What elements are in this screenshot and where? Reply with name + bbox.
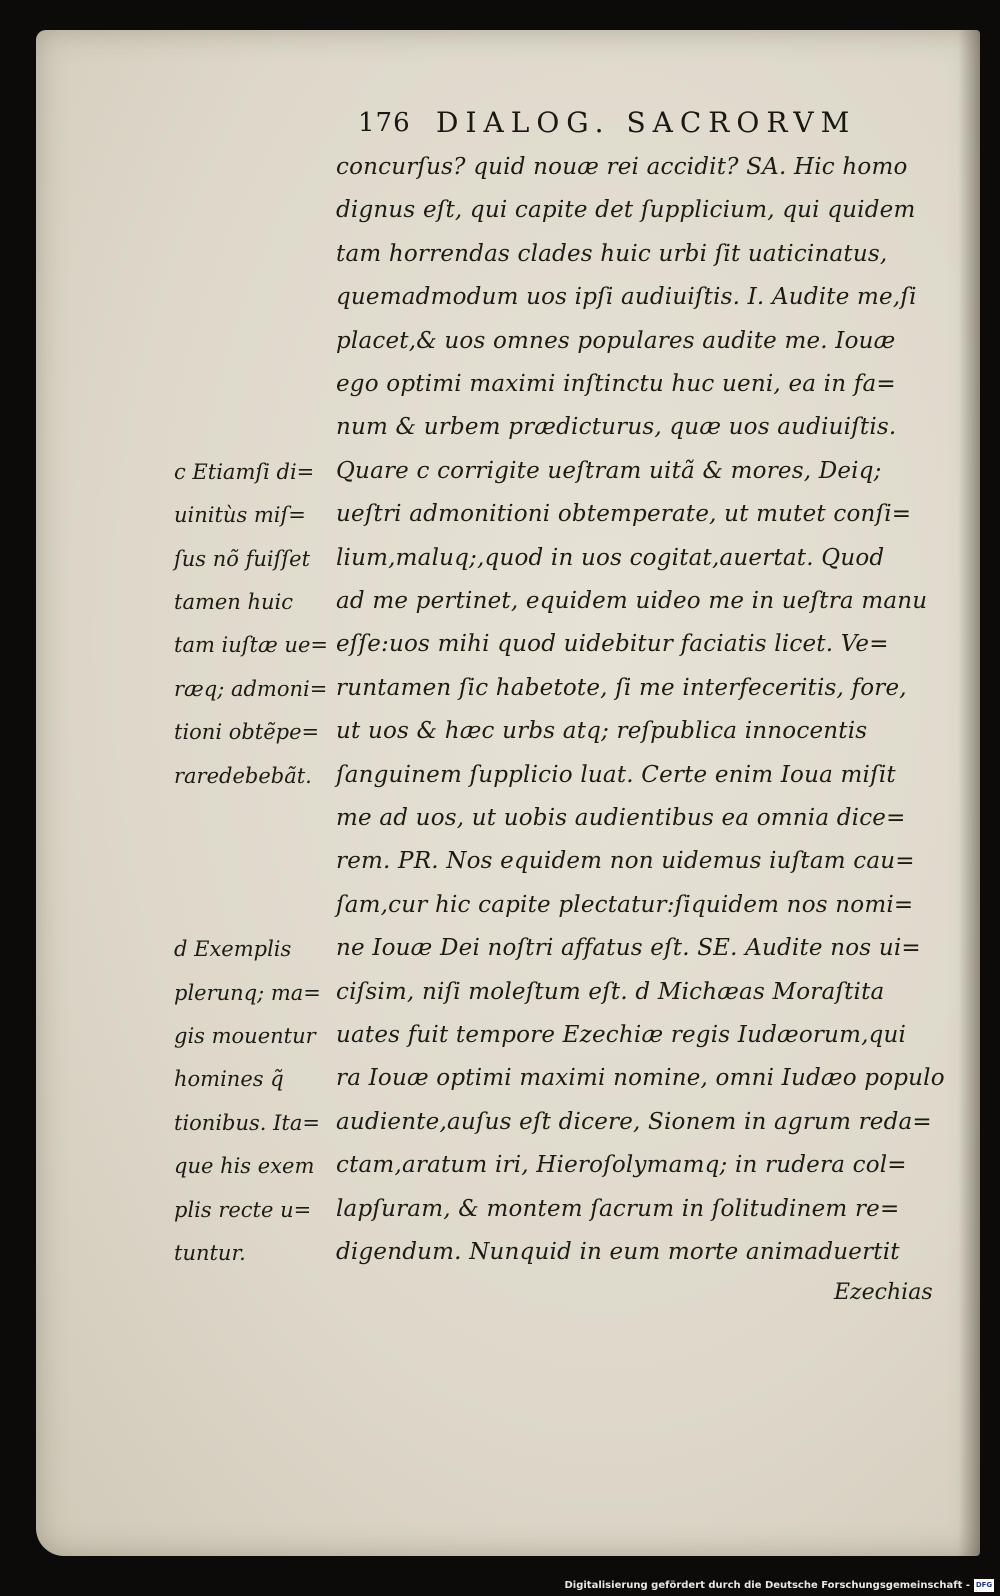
margin-note-line: que his exem [174,1154,315,1179]
text-line: Quare c corrigite ueſtram uitã & mores, Deiq; [336,457,882,484]
text-line: ne Iouæ Dei noſtri affatus eſt. SE. Audite nos ui= [336,935,921,962]
text-line: audiente,auſus eſt dicere, Sionem in agrum reda= [336,1108,932,1135]
text-line: eſſe:uos mihi quod uidebitur faciatis licet. Ve= [336,631,889,658]
text-line: ctam,aratum iri, Hieroſolymamq; in rudera col= [336,1152,907,1179]
margin-note-line: d Exemplis [174,937,292,962]
text-line: lium,maluq;,quod in uos cogitat,auertat. Quod [336,544,885,571]
text-line: uates fuit tempore Ezechiæ regis Iudæorum,qui [336,1022,907,1048]
footer-bar [0,1572,1000,1596]
catchword: Ezechias [834,1280,933,1305]
footer-credit: Digitalisierung gefördert durch die Deutsche Forschungsgemeinschaft - [564,1580,970,1591]
margin-note-line: tam iuſtæ ue= [174,633,328,658]
margin-note-line: raredebebãt. [174,763,312,788]
margin-note-line: c Etiamſi di= [174,459,315,484]
margin-note-line: gis mouentur [174,1024,316,1048]
text-line: concurſus? quid nouæ rei accidit? SA. Hic homo [336,154,908,180]
text-line: ueſtri admonitioni obtemperate, ut mutet conſi= [336,501,912,528]
text-line: quemadmodum uos ipſi audiuiſtis. I. Audite me,ſi [336,284,917,311]
margin-note-line: tuntur. [174,1241,246,1265]
dfg-logo: DFG [974,1579,994,1592]
margin-note-line: tamen huic [174,590,294,614]
text-line: lapſuram, & montem ſacrum in ſolitudinem re= [336,1195,900,1222]
margin-note-line: plerunq; ma= [174,980,321,1005]
margin-note-line: homines q̃ [174,1067,284,1092]
text-line: placet,& uos omnes populares audite me. Iouæ [336,327,896,354]
margin-note-line: tionibus. Ita= [174,1110,320,1135]
text-line: digendum. Nunquid in eum morte animaduertit [336,1239,900,1265]
text-line: ego optimi maximi inſtinctu huc ueni, ea in fa= [336,371,896,397]
running-title: DIALOG. SACRORVM [436,106,857,139]
text-line: ſanguinem ſupplicio luat. Certe enim Ioua miſit [336,761,896,788]
page-edge-shadow [958,30,980,1556]
margin-note-line: uinitùs miſ= [174,503,306,528]
margin-note-line: plis recte u= [174,1197,312,1222]
text-line: tam horrendas clades huic urbi ſit uaticinatus, [336,240,888,267]
text-line: ut uos & hæc urbs atq; reſpublica innocentis [336,718,868,745]
page-number: 176 [358,108,411,138]
text-line: me ad uos, ut uobis audientibus ea omnia dice= [336,805,906,831]
text-line: rem. PR. Nos equidem non uidemus iuſtam cau= [336,848,915,875]
text-line: ad me pertinet, equidem uideo me in ueſtra manu [336,588,928,614]
text-line: ſam,cur hic capite plectatur:ſiquidem nos nomi= [336,891,914,918]
book-page [36,30,980,1556]
text-line: ra Iouæ optimi maximi nomine, omni Iudæo populo [336,1065,945,1092]
text-line: ciſsim, niſi moleſtum eſt. d Michæas Moraſtita [336,978,885,1005]
text-line: num & urbem prædicturus, quæ uos audiuiſtis. [336,414,897,441]
margin-note-line: ræq; admoni= [174,676,328,701]
margin-note-line: tioni obtẽpe= [174,720,320,745]
text-line: runtamen ſic habetote, ſi me interfeceritis, fore, [336,674,907,701]
text-line: dignus eſt, qui capite det ſupplicium, qui quidem [336,197,916,224]
margin-note-line: ſus nõ fuiſſet [174,546,311,571]
